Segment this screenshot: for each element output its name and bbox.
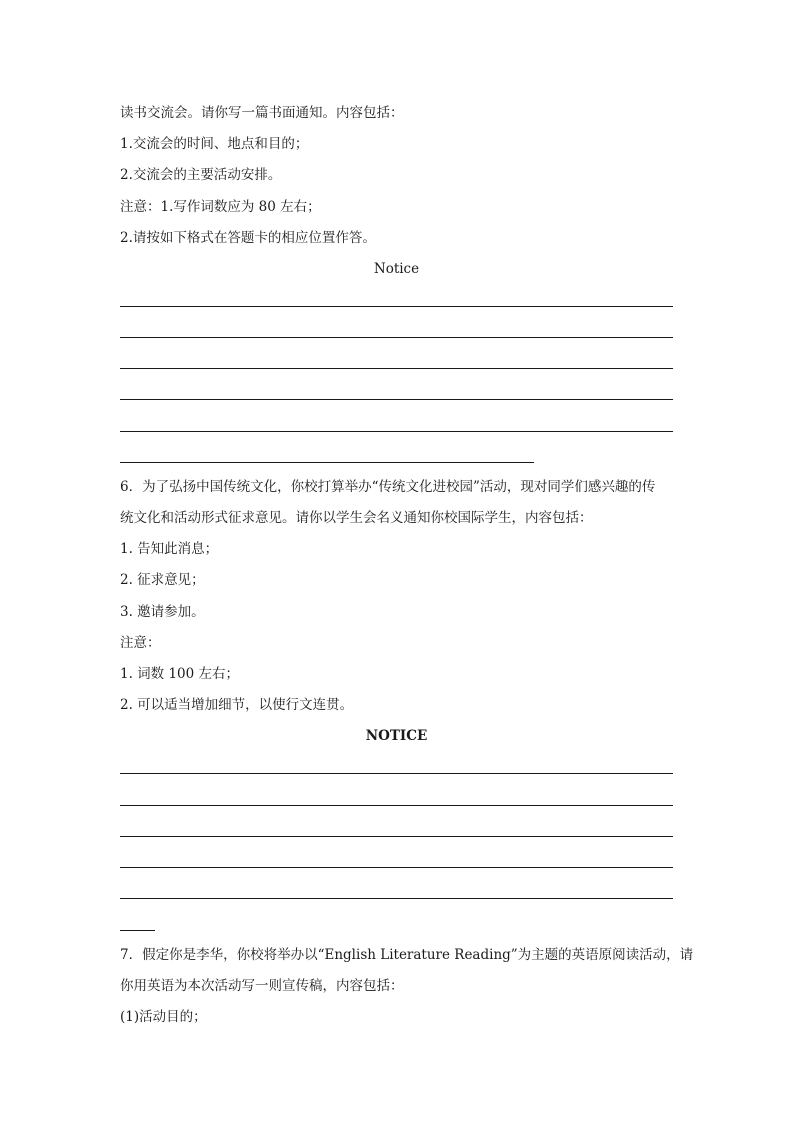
q6-line-1: 6．为了弘扬中国传统文化，你校打算举办“传统文化进校园”活动，现对同学们感兴趣的传 — [120, 479, 656, 495]
answer-line — [120, 306, 673, 307]
q5-notice-heading: Notice — [373, 261, 420, 277]
q5-line-4: 注意：1.写作词数应为 80 左右； — [120, 199, 321, 215]
answer-line — [120, 836, 673, 837]
answer-line — [120, 930, 155, 931]
q6-line-4: 2. 征求意见； — [120, 572, 205, 588]
q7-line-2: 你用英语为本次活动写一则宣传稿，内容包括： — [120, 978, 404, 994]
q6-line-5: 3. 邀请参加。 — [120, 604, 205, 620]
answer-line — [120, 431, 673, 432]
answer-line — [120, 337, 673, 338]
q6-notice-heading: NOTICE — [365, 728, 428, 744]
answer-line — [120, 773, 673, 774]
q5-line-3: 2.交流会的主要活动安排。 — [120, 167, 282, 183]
q6-line-3: 1. 告知此消息； — [120, 541, 219, 557]
q6-line-2: 统文化和活动形式征求意见。请你以学生会名义通知你校国际学生，内容包括： — [120, 510, 593, 526]
answer-line — [120, 368, 673, 369]
q6-line-6: 注意： — [120, 635, 161, 651]
q5-line-2: 1.交流会的时间、地点和目的； — [120, 136, 309, 152]
q5-line-5: 2.请按如下格式在答题卡的相应位置作答。 — [120, 230, 376, 246]
answer-line — [120, 867, 673, 868]
answer-line — [120, 805, 673, 806]
q6-line-7: 1. 词数 100 左右； — [120, 666, 240, 682]
answer-line — [120, 399, 673, 400]
q7-line-3: (1)活动目的； — [120, 1009, 207, 1025]
answer-line — [120, 898, 673, 899]
q7-line-1: 7．假定你是李华，你校将举办以“English Literature Reading”为主题的英语原阅读活动，请 — [120, 947, 694, 963]
answer-line — [120, 462, 534, 463]
q6-line-8: 2. 可以适当增加细节，以使行文连贯。 — [120, 697, 354, 713]
q5-line-1: 读书交流会。请你写一篇书面通知。内容包括： — [120, 105, 404, 121]
